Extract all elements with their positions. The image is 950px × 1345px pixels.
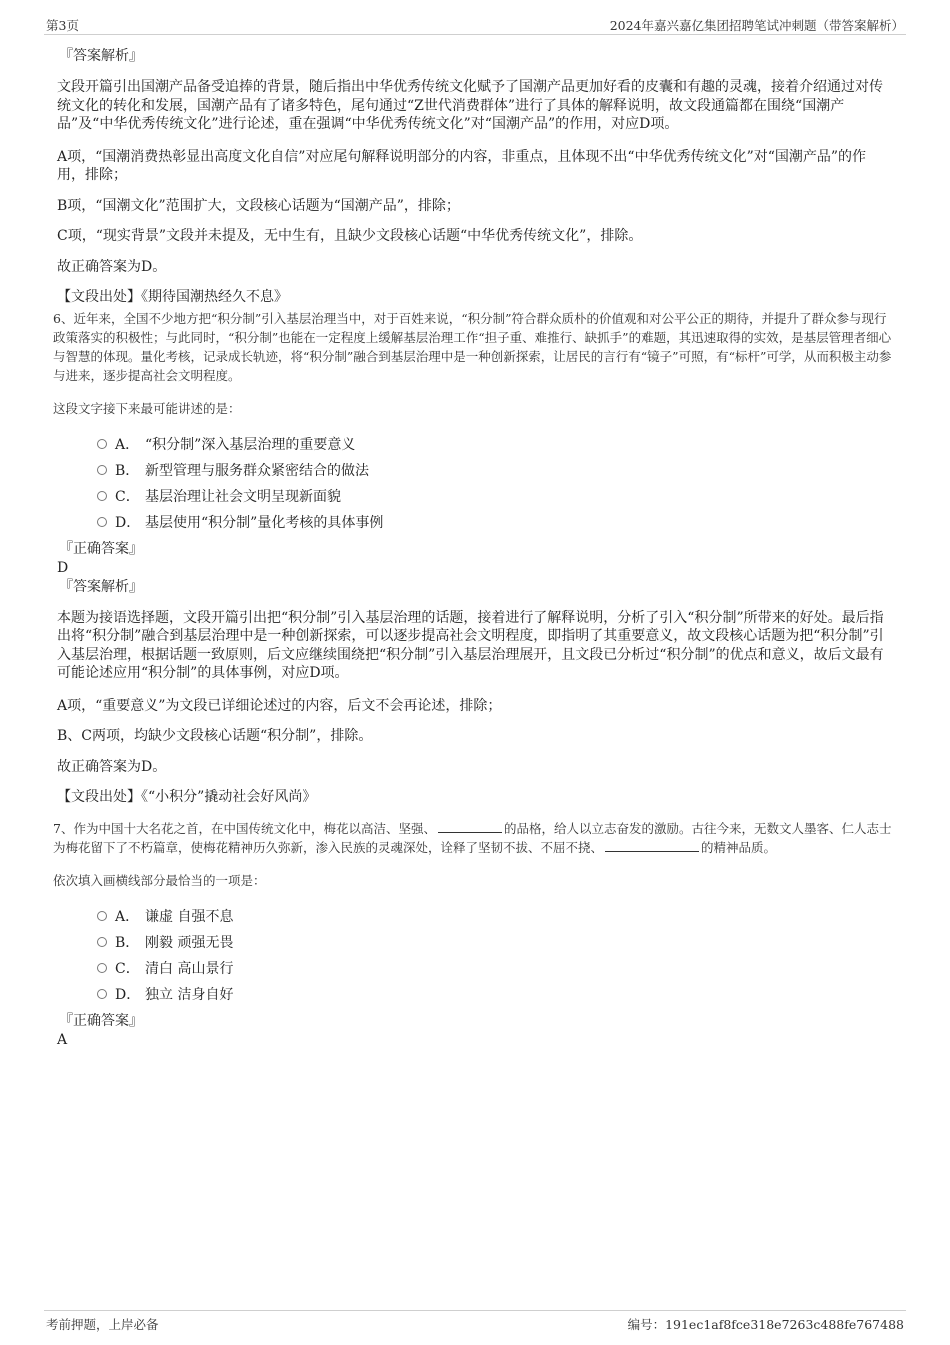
- option-letter: C．: [115, 960, 140, 977]
- analysis-paragraph: 文段开篇引出国潮产品备受追捧的背景，随后指出中华优秀传统文化赋予了国潮产品更加好看的皮囊和有趣的灵魂，接着介绍通过对传统文化的转化和发展，国潮产品有了诸多特色，尾句通过“Z世代消费群体”进行了具体的解释说明，故文段通篇都在围绕“国潮产品”及“中华优秀传统文化”进行论述，重在强调“中华优秀传统文化”对“国潮产品”的作用，对应D项。: [57, 79, 883, 132]
- radio-button-icon[interactable]: [97, 989, 107, 999]
- option-d[interactable]: [57, 509, 893, 535]
- option-text: 刚毅 顽强无畏: [145, 934, 234, 951]
- document-code: 编号：191ec1af8fce318e7263c488fe767488: [627, 1317, 904, 1332]
- analysis-option-a: A项，“重要意义”为文段已详细论述过的内容，后文不会再论述，排除；: [57, 697, 502, 714]
- option-letter: C．: [115, 488, 140, 505]
- option-text: “积分制”深入基层治理的重要意义: [145, 436, 356, 453]
- option-letter: B．: [115, 934, 140, 951]
- option-b[interactable]: [57, 457, 893, 483]
- analysis-conclusion: 故正确答案为D。: [57, 758, 167, 775]
- stem-part: 的精神品质。: [701, 839, 777, 855]
- option-text: 基层使用“积分制”量化考核的具体事例: [145, 514, 384, 531]
- analysis-option-bc: B、C两项，均缺少文段核心话题“积分制”，排除。: [57, 728, 373, 744]
- radio-button-icon[interactable]: [97, 911, 107, 921]
- page-header: [44, 14, 906, 35]
- radio-button-icon[interactable]: [97, 465, 107, 475]
- option-letter: A．: [115, 436, 140, 453]
- option-text: 基层治理让社会文明呈现新面貌: [145, 488, 341, 505]
- option-d[interactable]: [57, 981, 893, 1007]
- option-b[interactable]: [57, 929, 893, 955]
- analysis-option-a: A项，“国潮消费热彰显出高度文化自信”对应尾句解释说明部分的内容，非重点，且体现不出“中华优秀传统文化”对“国潮产品”的作用，排除；: [57, 148, 867, 183]
- question-6-prompt: 这段文字接下来最可能讲述的是：: [53, 400, 241, 416]
- analysis-tag: 『答案解析』: [59, 578, 143, 595]
- analysis-option-b: B项，“国潮文化”范围扩大，文段核心话题为“国潮产品”，排除；: [57, 197, 460, 214]
- passage-source: 【文段出处】《“小积分”撬动社会好风尚》: [57, 789, 317, 805]
- option-letter: D．: [115, 514, 141, 531]
- footer-slogan: 考前押题，上岸必备: [46, 1317, 159, 1332]
- option-letter: B．: [115, 462, 140, 479]
- option-letter: A．: [115, 908, 140, 925]
- fill-blank-1: [438, 820, 502, 833]
- radio-button-icon[interactable]: [97, 517, 107, 527]
- correct-answer-tag: 『正确答案』: [59, 540, 143, 557]
- page-footer: [44, 1310, 906, 1333]
- question-6-options: [57, 431, 893, 535]
- question-6-stem: 6、近年来，全国不少地方把“积分制”引入基层治理当中，对于百姓来说，“积分制”符合群众质朴的价值观和对公平公正的期待，并提升了群众参与现行政策落实的积极性；与此同时，“积分制”也能在一定程度上缓解基层治理工作“担子重、难推行、缺抓手”的难题，其迅速取得的实效，是基层管理者细心与智慧的体现。量化考核，记录成长轨迹，将“积分制”融合到基层治理中是一种创新探索，让居民的言行有“镜子”可照，有“标杆”可学，从而积极主动参与进来，逐步提高社会文明程度。: [53, 310, 892, 383]
- correct-answer-tag: 『正确答案』: [59, 1012, 143, 1029]
- radio-button-icon[interactable]: [97, 491, 107, 501]
- option-text: 谦虚 自强不息: [145, 908, 234, 925]
- option-letter: D．: [115, 986, 141, 1003]
- document-title: 2024年嘉兴嘉亿集团招聘笔试冲刺题（带答案解析）: [609, 18, 904, 33]
- passage-source: 【文段出处】《期待国潮热经久不息》: [57, 289, 288, 305]
- page-number: 第3页: [46, 18, 79, 33]
- radio-button-icon[interactable]: [97, 937, 107, 947]
- analysis-conclusion: 故正确答案为D。: [57, 258, 167, 275]
- option-a[interactable]: [57, 431, 893, 457]
- option-c[interactable]: [57, 955, 893, 981]
- option-text: 独立 洁身自好: [145, 986, 234, 1003]
- analysis-option-c: C项，“现实背景”文段并未提及，无中生有，且缺少文段核心话题“中华优秀传统文化”，排除。: [57, 228, 643, 244]
- fill-blank-2: [605, 839, 699, 852]
- option-text: 清白 高山景行: [145, 960, 234, 977]
- radio-button-icon[interactable]: [97, 963, 107, 973]
- option-c[interactable]: [57, 483, 893, 509]
- option-text: 新型管理与服务群众紧密结合的做法: [145, 462, 369, 479]
- correct-answer: A: [57, 1031, 68, 1048]
- correct-answer: D: [57, 559, 69, 576]
- option-a[interactable]: [57, 903, 893, 929]
- analysis-tag: 『答案解析』: [59, 48, 143, 64]
- page-content: [53, 46, 893, 1049]
- stem-part: 的品格，给人以立志奋发的激励。古往今来，无数文人墨客、仁人志士为梅花留下了不朽篇章，使梅花精神历久弥新，渗入民族的灵魂深处，诠释了坚韧不拔、不屈不挠、: [53, 820, 892, 855]
- analysis-paragraph: 本题为接语选择题，文段开篇引出把“积分制”引入基层治理的话题，接着进行了解释说明，分析了引入“积分制”所带来的好处。最后指出将“积分制”融合到基层治理中是一种创新探索，可以逐步提高社会文明程度，即指明了其重要意义，故文段核心话题为把“积分制”引入基层治理，根据话题一致原则，后文应继续围绕把“积分制”引入基层治理展开，且文段已分析过“积分制”的优点和意义，故后文最有可能论述应用“积分制”的具体事例，对应D项。: [57, 609, 884, 681]
- question-7-prompt: 依次填入画横线部分最恰当的一项是：: [53, 872, 266, 888]
- question-7-stem: [53, 819, 893, 857]
- question-7-options: [57, 903, 893, 1007]
- radio-button-icon[interactable]: [97, 439, 107, 449]
- stem-part: 7、作为中国十大名花之首，在中国传统文化中，梅花以高洁、坚强、: [53, 820, 436, 836]
